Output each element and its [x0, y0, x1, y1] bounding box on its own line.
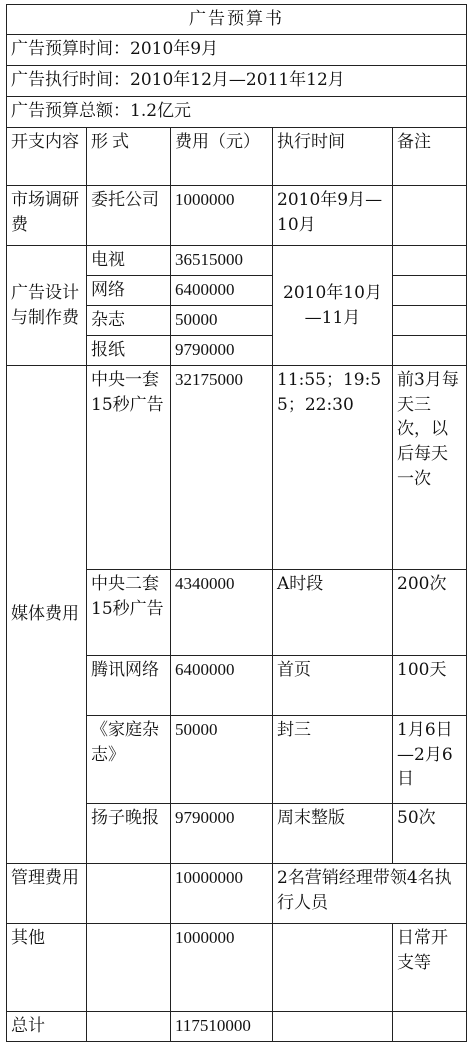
table-row — [7, 1012, 467, 1042]
media-time: 周末整版 — [273, 804, 393, 864]
design-note — [393, 276, 467, 306]
design-item: 广告设计与制作费 — [7, 246, 87, 366]
media-cost: 32175000 — [171, 366, 273, 570]
media-form: 扬子晚报 — [87, 804, 171, 864]
total-time — [273, 1012, 393, 1042]
media-note: 1月6日—2月6日 — [393, 716, 467, 804]
design-form: 网络 — [87, 276, 171, 306]
budget-table — [6, 4, 467, 1042]
media-time: 首页 — [273, 656, 393, 716]
design-cost: 9790000 — [171, 336, 273, 366]
total-budget-row — [7, 97, 467, 128]
media-note: 前3月每天三次，以后每天一次 — [393, 366, 467, 570]
design-form: 杂志 — [87, 306, 171, 336]
header-note: 备注 — [393, 128, 467, 186]
market-time: 2010年9月—10月 — [273, 186, 393, 246]
budget-time-row — [7, 35, 467, 66]
media-time: A时段 — [273, 570, 393, 656]
management-item: 管理费用 — [7, 864, 87, 924]
media-form: 《家庭杂志》 — [87, 716, 171, 804]
design-form: 报纸 — [87, 336, 171, 366]
media-note: 200次 — [393, 570, 467, 656]
header-row — [7, 128, 467, 186]
management-form — [87, 864, 171, 924]
other-form — [87, 924, 171, 1012]
design-note — [393, 246, 467, 276]
header-item: 开支内容 — [7, 128, 87, 186]
media-time: 封三 — [273, 716, 393, 804]
design-note — [393, 336, 467, 366]
table-row — [7, 186, 467, 246]
other-item: 其他 — [7, 924, 87, 1012]
total-cost: 117510000 — [171, 1012, 273, 1042]
media-cost: 4340000 — [171, 570, 273, 656]
media-form: 腾讯网络 — [87, 656, 171, 716]
media-note: 50次 — [393, 804, 467, 864]
media-cost: 9790000 — [171, 804, 273, 864]
design-cost: 36515000 — [171, 246, 273, 276]
market-note — [393, 186, 467, 246]
table-title: 广告预算书 — [7, 5, 467, 35]
header-time: 执行时间 — [273, 128, 393, 186]
media-cost: 6400000 — [171, 656, 273, 716]
media-note: 100天 — [393, 656, 467, 716]
table-row — [7, 366, 467, 570]
design-cost: 6400000 — [171, 276, 273, 306]
media-time: 11:55；19:55；22:30 — [273, 366, 393, 570]
total-budget: 广告预算总额：1.2亿元 — [7, 97, 467, 128]
market-item: 市场调研费 — [7, 186, 87, 246]
header-form: 形式 — [87, 128, 171, 186]
total-note — [393, 1012, 467, 1042]
design-note — [393, 306, 467, 336]
media-cost: 50000 — [171, 716, 273, 804]
header-cost: 费用（元） — [171, 128, 273, 186]
exec-time-row — [7, 66, 467, 97]
other-time — [273, 924, 393, 1012]
media-form: 中央一套15秒广告 — [87, 366, 171, 570]
media-form: 中央二套15秒广告 — [87, 570, 171, 656]
other-note: 日常开支等 — [393, 924, 467, 1012]
management-cost: 10000000 — [171, 864, 273, 924]
management-time: 2名营销经理带领4名执行人员 — [273, 864, 467, 924]
design-time: 2010年10月—11月 — [273, 246, 393, 366]
total-form — [87, 1012, 171, 1042]
table-row — [7, 864, 467, 924]
table-row — [7, 246, 467, 276]
other-cost: 1000000 — [171, 924, 273, 1012]
budget-time: 广告预算时间：2010年9月 — [7, 35, 467, 66]
title-row — [7, 5, 467, 35]
market-cost: 1000000 — [171, 186, 273, 246]
design-cost: 50000 — [171, 306, 273, 336]
market-form: 委托公司 — [87, 186, 171, 246]
design-form: 电视 — [87, 246, 171, 276]
total-item: 总计 — [7, 1012, 87, 1042]
table-row — [7, 924, 467, 1012]
media-item: 媒体费用 — [7, 366, 87, 864]
exec-time: 广告执行时间：2010年12月—2011年12月 — [7, 66, 467, 97]
